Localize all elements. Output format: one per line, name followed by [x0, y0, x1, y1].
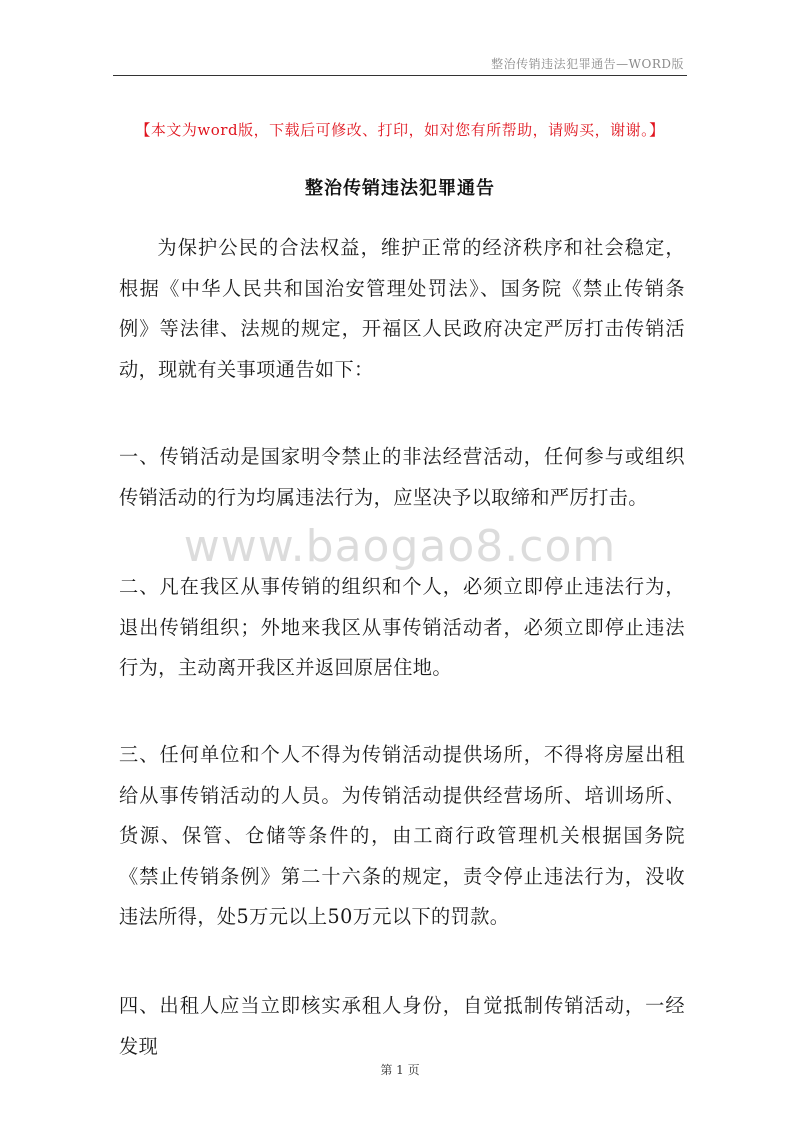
paragraph-item-1: 一、传销活动是国家明令禁止的非法经营活动，任何参与或组织传销活动的行为均属违法行为，应坚决予以取缔和严厉打击。 — [119, 445, 685, 509]
header-divider — [113, 75, 687, 76]
watermark: www.baogao8.com — [183, 521, 617, 572]
document-title: 整治传销违法犯罪通告 — [305, 178, 495, 199]
paragraph-intro: 为保护公民的合法权益，维护正常的经济秩序和社会稳定，根据《中华人民共和国治安管理处罚法》、国务院《禁止传销条例》等法律、法规的规定，开福区人民政府决定严厉打击传销活动，现就有关事项通告如下： — [119, 236, 685, 381]
paragraph-item-3: 三、任何单位和个人不得为传销活动提供场所，不得将房屋出租给从事传销活动的人员。为传销活动提供经营场所、培训场所、货源、保管、仓储等条件的，由工商行政管理机关根据国务院《禁止传销条例》第二十六条的规定，责令停止违法行为，没收违法所得，处5万元以上50万元以下的罚款。 — [119, 743, 685, 928]
running-header: 整治传销违法犯罪通告—WORD版 — [491, 57, 684, 71]
paragraph-item-2: 二、凡在我区从事传销的组织和个人，必须立即停止违法行为，退出传销组织；外地来我区从事传销活动者，必须立即停止违法行为，主动离开我区并返回原居住地。 — [119, 575, 685, 679]
purchase-notice: 【本文为word版，下载后可修改、打印，如对您有所帮助，请购买，谢谢。】 — [135, 121, 665, 139]
paragraph-item-4: 四、出租人应当立即核实承租人身份，自觉抵制传销活动，一经发现 — [119, 994, 685, 1058]
page-number: 第 1 页 — [380, 1063, 420, 1077]
